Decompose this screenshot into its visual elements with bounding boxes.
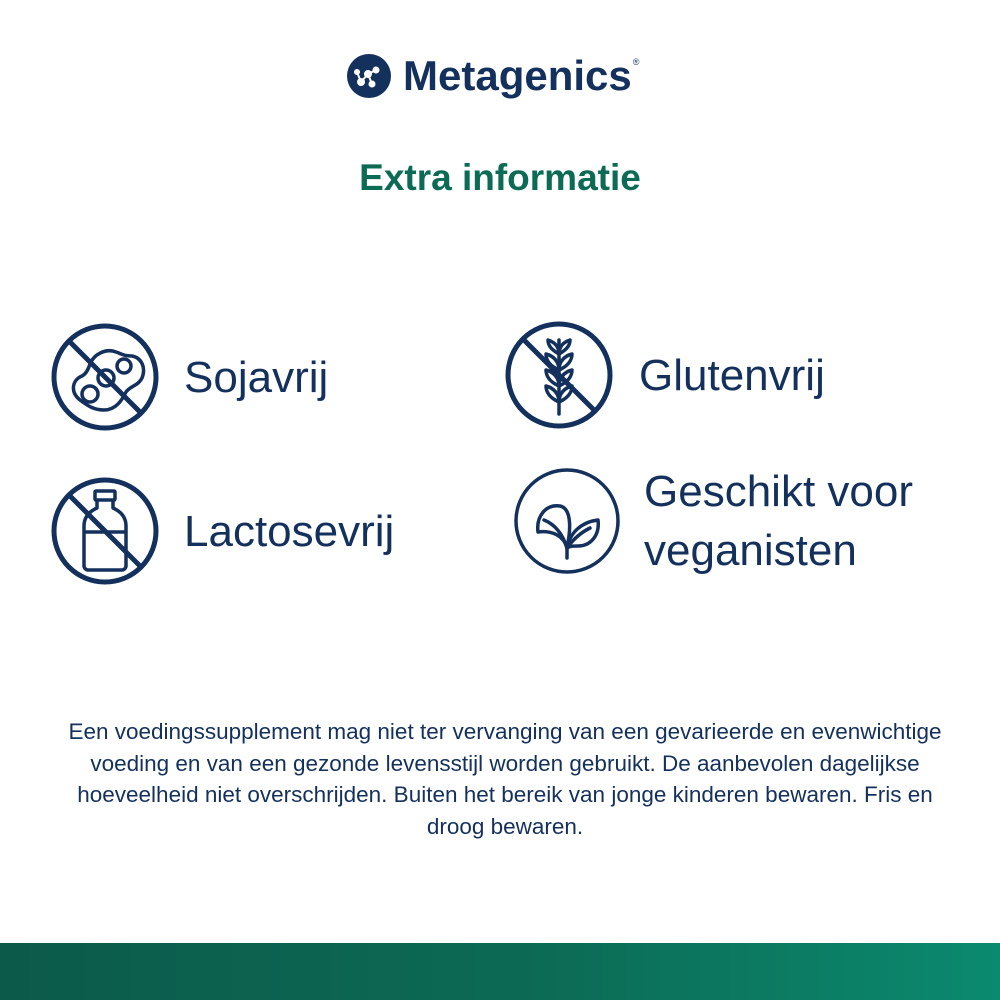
page-title: Extra informatie bbox=[359, 157, 641, 198]
vegan-leaves-icon bbox=[512, 466, 622, 576]
brand-logo bbox=[345, 50, 639, 102]
disclaimer-text: Een voedingssupplement mag niet ter vervanging van een gevarieerde en evenwichtige voeding en van een gezonde levensstijl worden gebruikt. De aanbevolen dagelijkse hoeveelheid niet overschrijden. Buiten het bereik van jonge kinderen bewaren. Fris en droog bewaren. bbox=[68, 719, 942, 839]
feature-lactose-free bbox=[50, 476, 394, 586]
feature-soy-free bbox=[50, 322, 328, 432]
metagenics-molecule-icon bbox=[345, 52, 393, 100]
feature-label-line-1: Geschikt voor bbox=[644, 467, 913, 516]
feature-gluten-free bbox=[504, 320, 825, 430]
brand-name: Metagenics bbox=[403, 52, 632, 99]
feature-label: Lactosevrij bbox=[184, 506, 395, 556]
feature-label-group bbox=[622, 462, 913, 580]
no-soy-icon bbox=[50, 322, 160, 432]
no-gluten-icon bbox=[504, 320, 614, 430]
feature-label: Sojavrij bbox=[184, 352, 329, 402]
feature-label: Glutenvrij bbox=[639, 350, 825, 400]
no-lactose-icon bbox=[50, 476, 160, 586]
registered-mark: ® bbox=[632, 57, 640, 67]
feature-label-line-2: veganisten bbox=[644, 526, 857, 575]
feature-vegan bbox=[512, 462, 913, 580]
footer-bar bbox=[0, 943, 1000, 1000]
